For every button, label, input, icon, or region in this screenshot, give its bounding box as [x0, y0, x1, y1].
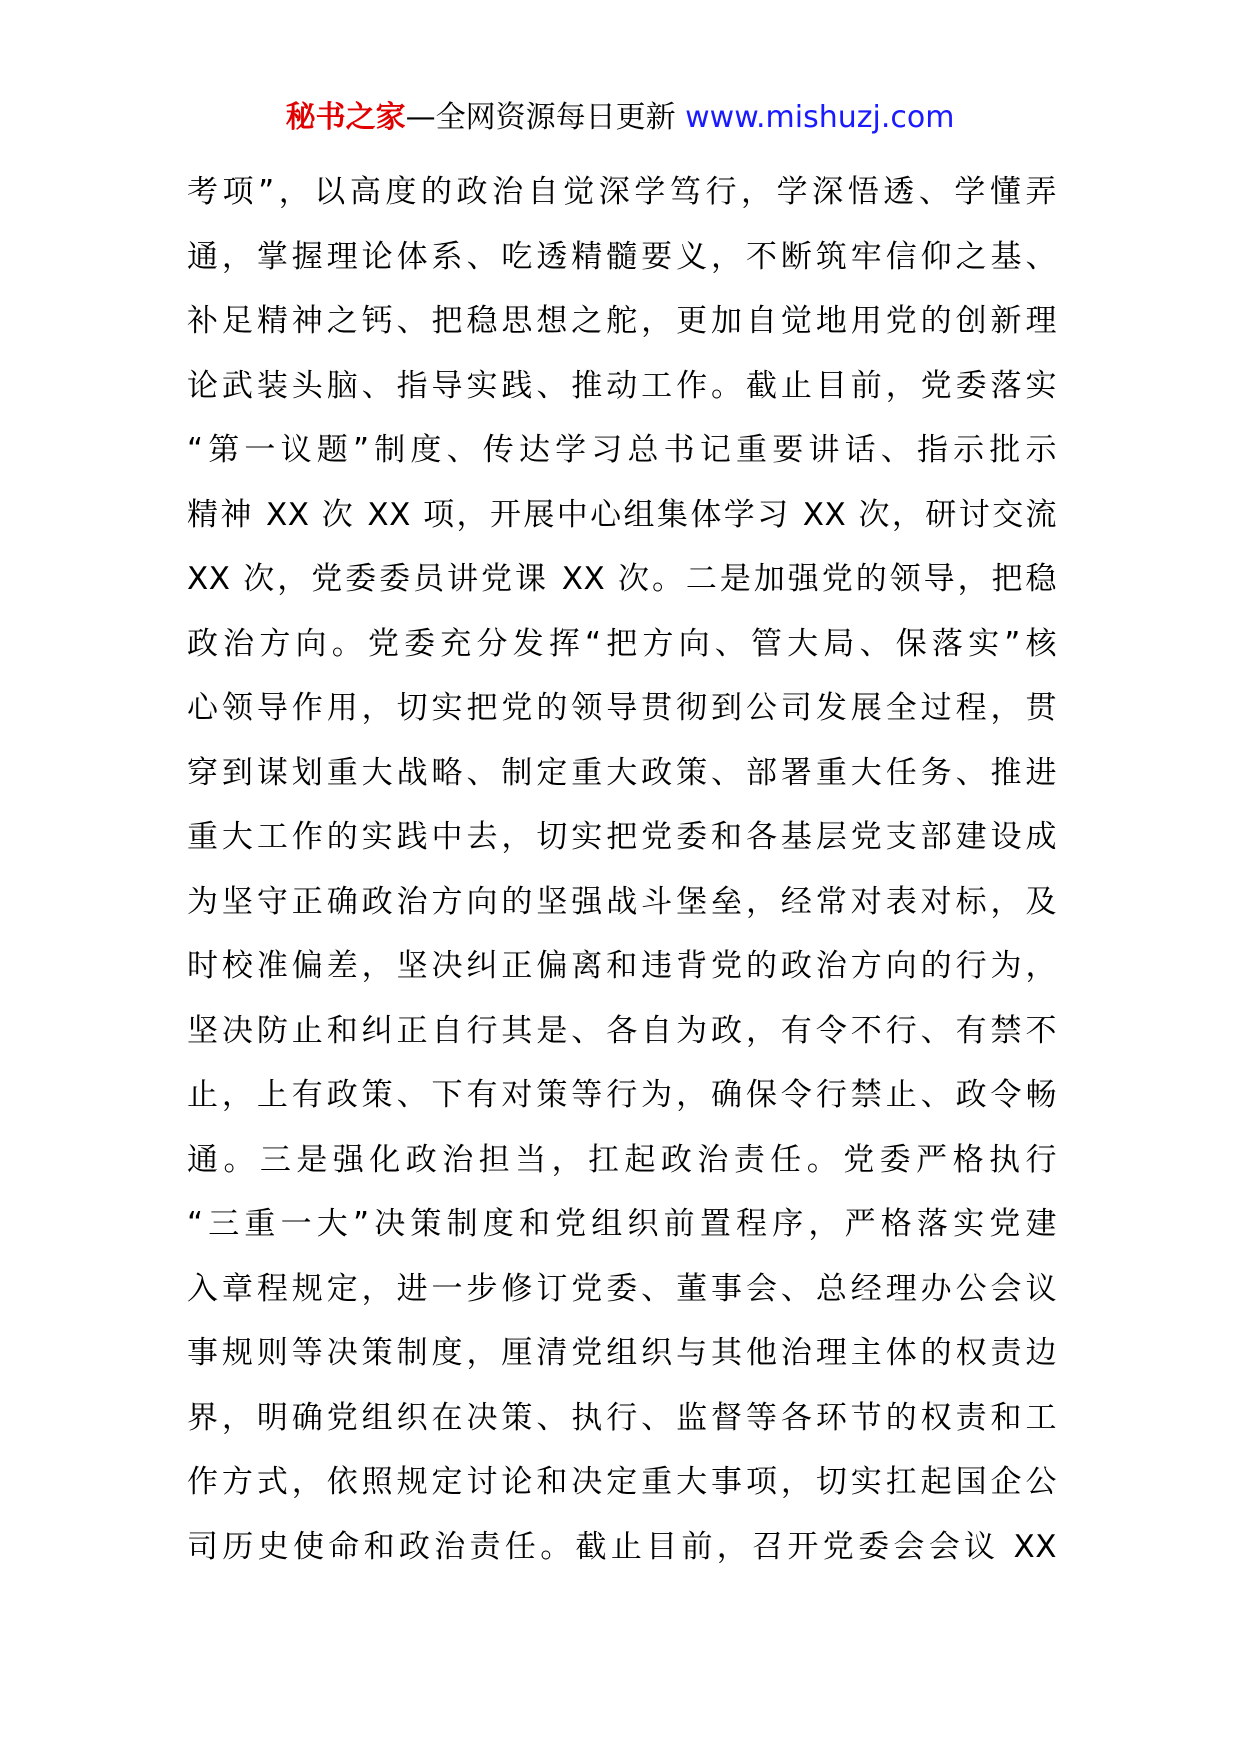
text-line-12: 为坚守正确政治方向的坚强战斗堡垒，经常对表对标，及 [187, 883, 1057, 920]
text-line-11: 重大工作的实践中去，切实把党委和各基层党支部建设成 [187, 819, 1057, 855]
text-line-16: 通。三是强化政治担当，扛起政治责任。党委严格执行 [187, 1141, 1057, 1178]
text-line-9: 心领导作用，切实把党的领导贯彻到公司发展全过程，贯 [187, 690, 1057, 726]
text-line-19: 事规则等决策制度，厘清党组织与其他治理主体的权责边 [187, 1335, 1057, 1371]
site-url-link[interactable]: www.mishuzj.com [685, 100, 955, 135]
text-line-4: 论武装头脑、指导实践、推动工作。截止目前，党委落实 [187, 367, 1057, 404]
text-line-17: “三重一大”决策制度和党组织前置程序，严格落实党建 [187, 1206, 1057, 1242]
text-line-2: 通，掌握理论体系、吃透精髓要义，不断筑牢信仰之基、 [187, 238, 1057, 275]
text-line-14: 坚决防止和纠正自行其是、各自为政，有令不行、有禁不 [187, 1012, 1057, 1049]
text-line-7: XX 次，党委委员讲党课 XX 次。二是加强党的领导，把稳 [187, 561, 1057, 597]
text-line-20: 界，明确党组织在决策、执行、监督等各环节的权责和工 [187, 1399, 1057, 1436]
text-line-5: “第一议题”制度、传达学习总书记重要讲话、指示批示 [187, 432, 1057, 468]
text-line-6: 精神 XX 次 XX 项，开展中心组集体学习 XX 次，研讨交流 [187, 496, 1057, 533]
text-line-3: 补足精神之钙、把稳思想之舵，更加自觉地用党的创新理 [187, 303, 1057, 339]
text-line-18: 入章程规定，进一步修订党委、董事会、总经理办公会议 [187, 1270, 1057, 1307]
text-line-10: 穿到谋划重大战略、制定重大政策、部署重大任务、推进 [187, 754, 1057, 791]
document-body [187, 160, 1057, 1579]
brand-name: 秘书之家 [285, 100, 406, 135]
text-line-1: 考项”，以高度的政治自觉深学笃行，学深悟透、学懂弄 [187, 174, 1057, 210]
page-header [0, 96, 1240, 140]
text-line-8: 政治方向。党委充分发挥“把方向、管大局、保落实”核 [187, 625, 1057, 662]
text-line-13: 时校准偏差，坚决纠正偏离和违背党的政治方向的行为， [187, 948, 1057, 984]
text-line-15: 止，上有政策、下有对策等行为，确保令行禁止、政令畅 [187, 1077, 1057, 1113]
header-tagline: —全网资源每日更新 [405, 100, 676, 135]
text-line-21: 作方式，依照规定讨论和决定重大事项，切实扛起国企公 [187, 1464, 1057, 1500]
text-line-22: 司历史使命和政治责任。截止目前，召开党委会会议 XX [187, 1528, 1057, 1565]
